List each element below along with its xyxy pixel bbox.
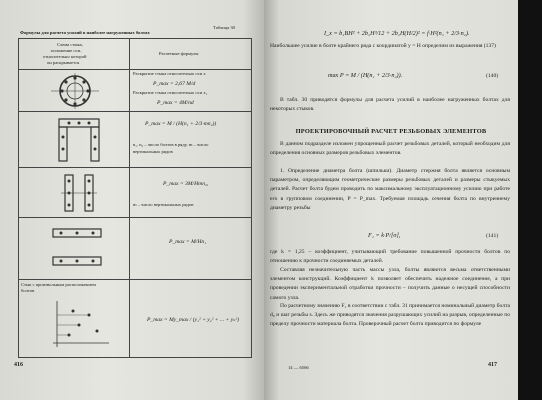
col1-header-l2: положение оси, [51, 48, 82, 53]
table-label: Таблица 30 [213, 25, 235, 30]
paragraph-6: Составляя незначительную часть массы узла, болты являются весьма ответственными элементом конструкций. Коэффициент k позволяет обеспечить надежное соединение, а при проведении экспериментальной отработки прочности – получить данные о несущей способности самого узла. [270, 267, 510, 301]
col1-header-l1: Схема стыка, [57, 42, 83, 47]
left-page-number: 416 [14, 362, 23, 368]
double-tee-joint-figure [59, 171, 99, 215]
arbitrary-bolt-layout-figure [49, 297, 113, 353]
paragraph-2: В табл. 30 приводятся формулы для расчета усилий в наиболее нагруженных болтах для некоторых стыков. [270, 97, 510, 113]
row2-formula: P_max = M / (H(n₁ + 2/3·mn₂)) [145, 121, 217, 127]
formula-table [18, 38, 252, 358]
equation-number-140: (140) [486, 73, 499, 79]
paragraph-1: Наибольшее усилие в болте крайнего ряда с координатой y = H определим из выражения (137) [270, 43, 496, 49]
paragraph-5: где k = 1,25 – коэффициент, учитывающий требование повышенной прочности болтов по отношению к прочности соединяемых деталей. [270, 249, 510, 265]
paragraph-4: 1. Определение диаметра болта (шпильки). Диаметр стержня болта является основным параметром, определяющим геометрические размеры резьбовых деталей и размеры стыкуемых деталей. Расчет болта будем проводить по максимальному эксплуатационному усилию при работе его в групповом соединении, P = P_max. Требуемая площадь сечения болта по внутреннему диаметру резьбы [270, 168, 510, 211]
circular-flange-figure [47, 72, 103, 110]
col2-header: Расчетные формулы [159, 51, 199, 56]
right-page [264, 0, 518, 400]
row2-line2: n₁, n₂ – число болтов в ряду, m – число [133, 142, 209, 147]
row4-formula: P_max = M/Hn₁ [169, 239, 207, 245]
equation-number-141: (141) [486, 233, 499, 239]
row5-label-l2: болтов [21, 288, 35, 293]
paragraph-3: В данном подразделе изложен упрощенный расчет резьбовых деталей, который необходим для определения основных размеров резьбовых элементов. [270, 141, 510, 157]
col1-header-l3: относительно которой [43, 54, 87, 59]
row5-label-l1: Стык с произвольным расположением [21, 282, 96, 287]
channel-joint-figure [55, 115, 103, 165]
left-page [0, 0, 264, 400]
footer-signature: 14 — 6566 [288, 365, 309, 370]
row2-line3: вертикальных рядов [133, 149, 173, 154]
formula-141: F₁ = k·P/[σ], [368, 232, 401, 239]
inertia-formula: I_x = b₁BH² + 2b₂H³/12 + 2b₂H(H/2)² = f·H²(n₁ + 2/3·n₂). [324, 30, 470, 37]
row3-line2: m – число вертикальных рядов [133, 202, 194, 207]
dark-edge [518, 0, 542, 400]
row1-formula1: P_max = 2,67 M/d [153, 81, 196, 87]
row1-line1: Раскрытие стыка относительно оси x [133, 71, 206, 76]
formula-140: max P = M / (H(n₁ + 2/3·n₂)). [328, 72, 403, 79]
row5-formula: P_max = My_max / (y₁² + y₂² + ... + yₙ²) [147, 317, 239, 323]
section-heading: ПРОЕКТИРОВОЧНЫЙ РАСЧЕТ РЕЗЬБОВЫХ ЭЛЕМЕНТОВ [295, 128, 487, 135]
table-title: Формулы для расчета усилий в наиболее нагруженных болтах [20, 30, 150, 35]
right-page-number: 417 [488, 362, 497, 368]
row1-line3: Раскрытие стыка относительно оси x₁ [133, 90, 208, 95]
col1-header-l4: он раскрывается [47, 60, 80, 65]
paragraph-7: По расчетному значению F₁ в соответствии с табл. 31 принимается номинальный диаметр болта d₀ и шаг резьбы s. Здесь же приводятся значения разрушающих усилий на разрыв, определенные по пределу прочности материала болта. Проверочный расчет болта приводится по формуле [270, 303, 510, 328]
row1-formula2: P_max = 4M/nd [157, 100, 194, 106]
row3-formula: P_max = 3M/Hmn₂, [163, 181, 209, 187]
plate-joint-figure [49, 223, 105, 275]
